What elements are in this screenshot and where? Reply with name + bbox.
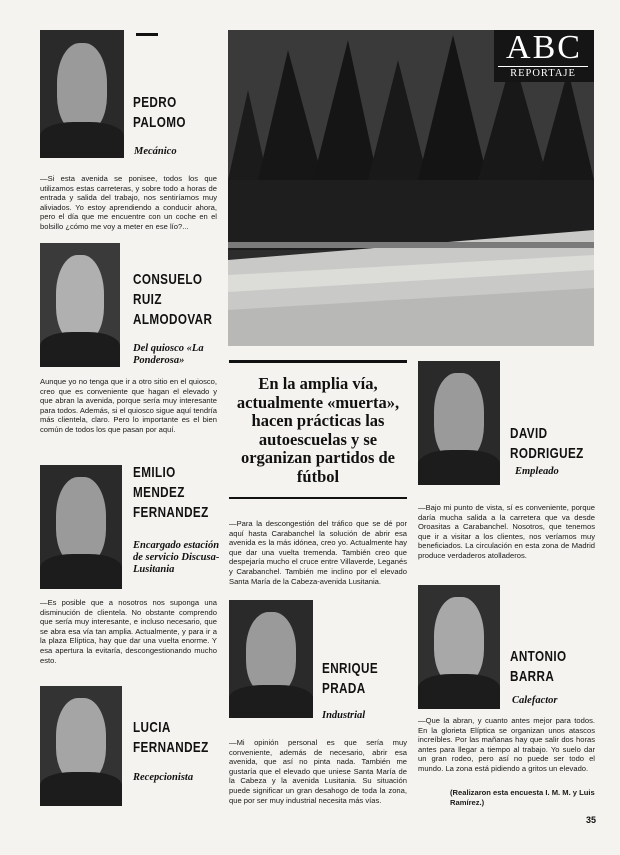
name-line: MENDEZ [133,484,185,501]
name-david-rodriguez [510,424,584,464]
face-shape [56,477,105,564]
headline-bottom-rule [229,497,407,499]
name-line: PALOMO [133,114,186,131]
shoulders-shape [40,332,120,367]
name-line: FERNANDEZ [133,504,209,521]
role-consuelo-ruiz: Del quiosco «La Ponderosa» [133,343,204,366]
face-shape [56,698,105,782]
name-consuelo-ruiz [133,270,212,330]
name-pedro-palomo [133,93,186,133]
text-pedro-palomo: —Si esta avenida se ponisee, todos los que utilizamos estas carreteras, y sobre todo a horas de entrada y salida del trabajo, nos sentiríamos muy aliviados. Yo estoy aprendiendo a conducir ahora, pero el día que me encuentre con un coche en el bolsillo ¿cómo me voy a meter en ese lío?... [40,174,217,231]
text-antonio-barra: —Que la abran, y cuanto antes mejor para todos. En la glorieta Elíptica se organizan unos atascos increíbles. Por las mañanas hay que salir dos horas antes para llegar a tiempo al trabajo. Yo suelo dar un gran rodeo, pero así no puede ser todo el mundo. La zona está pidiendo a gritos un elevado. [418,716,595,773]
intro-text: —Para la descongestión del tráfico que se dé por aquí hasta Carabanchel la solución de abrir esa avenida es la más idónea, creo yo. Actualmente hay que dar una vuelta tremenda. También creo que despejaría mucho el cruce entre Villaverde, Leganés y Carabanchel. También me inclino por el elevado Santa María de la Cabeza-avenida Lusitania. [229,519,407,586]
name-line: ALMODOVAR [133,311,213,328]
name-line: ANTONIO [510,648,567,665]
shoulders-shape [40,122,124,158]
credits: (Realizaron esta encuesta I. M. M. y Luis Ramírez.) [450,788,595,807]
name-line: DAVID [510,425,548,442]
name-line: CONSUELO [133,271,203,288]
page-number: 35 [585,815,596,825]
face-shape [434,373,483,460]
shoulders-shape [229,685,313,718]
portrait-enrique-prada [229,600,313,718]
text-consuelo-ruiz: Aunque yo no tenga que ir a otro sitio en el quiosco, creo que es conveniente que hagan el elevado y que abran la avenida, porque sería muy interesante para todos. Además, si el quiosco sigue aquí tendría más clientela, claro. Pero lo importante es el bien común de todos los que pasan por aquí. [40,377,217,434]
role-enrique-prada: Industrial [322,710,366,721]
text-enrique-prada: —Mi opinión personal es que sería muy conveniente, además de necesario, abrir esa avenida, que así no pinta nada. También me gustaría que el elevado que uniese Santa María de la Cabeza y la avenida Lusitania. Su situación puede significar un gran desahogo de toda la zona, que por ser muy industrial necesita más vías. [229,738,407,805]
shoulders-shape [418,674,500,709]
face-shape [56,255,104,342]
name-line: ENRIQUE [322,660,379,677]
headline: En la amplia vía, actualmente «muerta», hacen prácticas las autoescuelas y se organizan partidos de fútbol [236,374,400,486]
portrait-lucia-fernandez [40,686,122,806]
portrait-pedro-palomo [40,30,124,158]
role-emilio-mendez: Encargado estación de servicio Discusa-Lusitania [133,540,220,575]
name-line: LUCIA [133,719,171,736]
name-lucia-fernandez [133,718,209,758]
name-line: PEDRO [133,94,177,111]
text-emilio-mendez: —Es posible que a nosotros nos suponga una disminución de clientela. No obstante comprendo que sería muy interesante, e incluso necesario, que se abra esa vía tan amplia. Actualmente, y para ir a la plaza Elíptica, hay que dar una vuelta enorme. Y esa apertura la evitaría, descongestionando mucho esto. [40,598,217,665]
face-shape [434,597,483,684]
role-david-rodriguez: Empleado [515,466,559,477]
portrait-consuelo-ruiz [40,243,120,367]
portrait-antonio-barra [418,585,500,709]
portrait-david-rodriguez [418,361,500,485]
portrait-emilio-mendez [40,465,122,589]
masthead-brand: ABC [506,29,582,66]
masthead-section: REPORTAJE [498,66,588,80]
name-line: RODRIGUEZ [510,445,584,462]
name-line: BARRA [510,668,555,685]
face-shape [246,612,296,695]
shoulders-shape [40,554,122,589]
name-emilio-mendez [133,463,209,523]
face-shape [57,43,107,133]
role-antonio-barra: Calefactor [512,695,558,706]
text-david-rodriguez: —Bajo mi punto de vista, sí es conveniente, porque daría mucha salida a la carretera que va desde Oroasitas a Carabanchel. Nosotros, que tenemos que ir a visitar a los clientes, nos veríamos muy beneficiados. La circulación en esta zona de Madrid produce verdaderos atolladeros. [418,503,595,560]
name-enrique-prada [322,659,378,699]
masthead [494,30,594,82]
name-line: FERNANDEZ [133,739,209,756]
name-antonio-barra [510,647,566,687]
headline-top-rule [229,360,407,363]
shoulders-shape [418,450,500,485]
role-pedro-palomo: Mecánico [134,146,177,157]
name-line: RUIZ [133,291,162,308]
top-dash [136,33,158,36]
shoulders-shape [40,772,122,806]
name-line: EMILIO [133,464,176,481]
name-line: PRADA [322,680,366,697]
role-lucia-fernandez: Recepcionista [133,772,194,783]
